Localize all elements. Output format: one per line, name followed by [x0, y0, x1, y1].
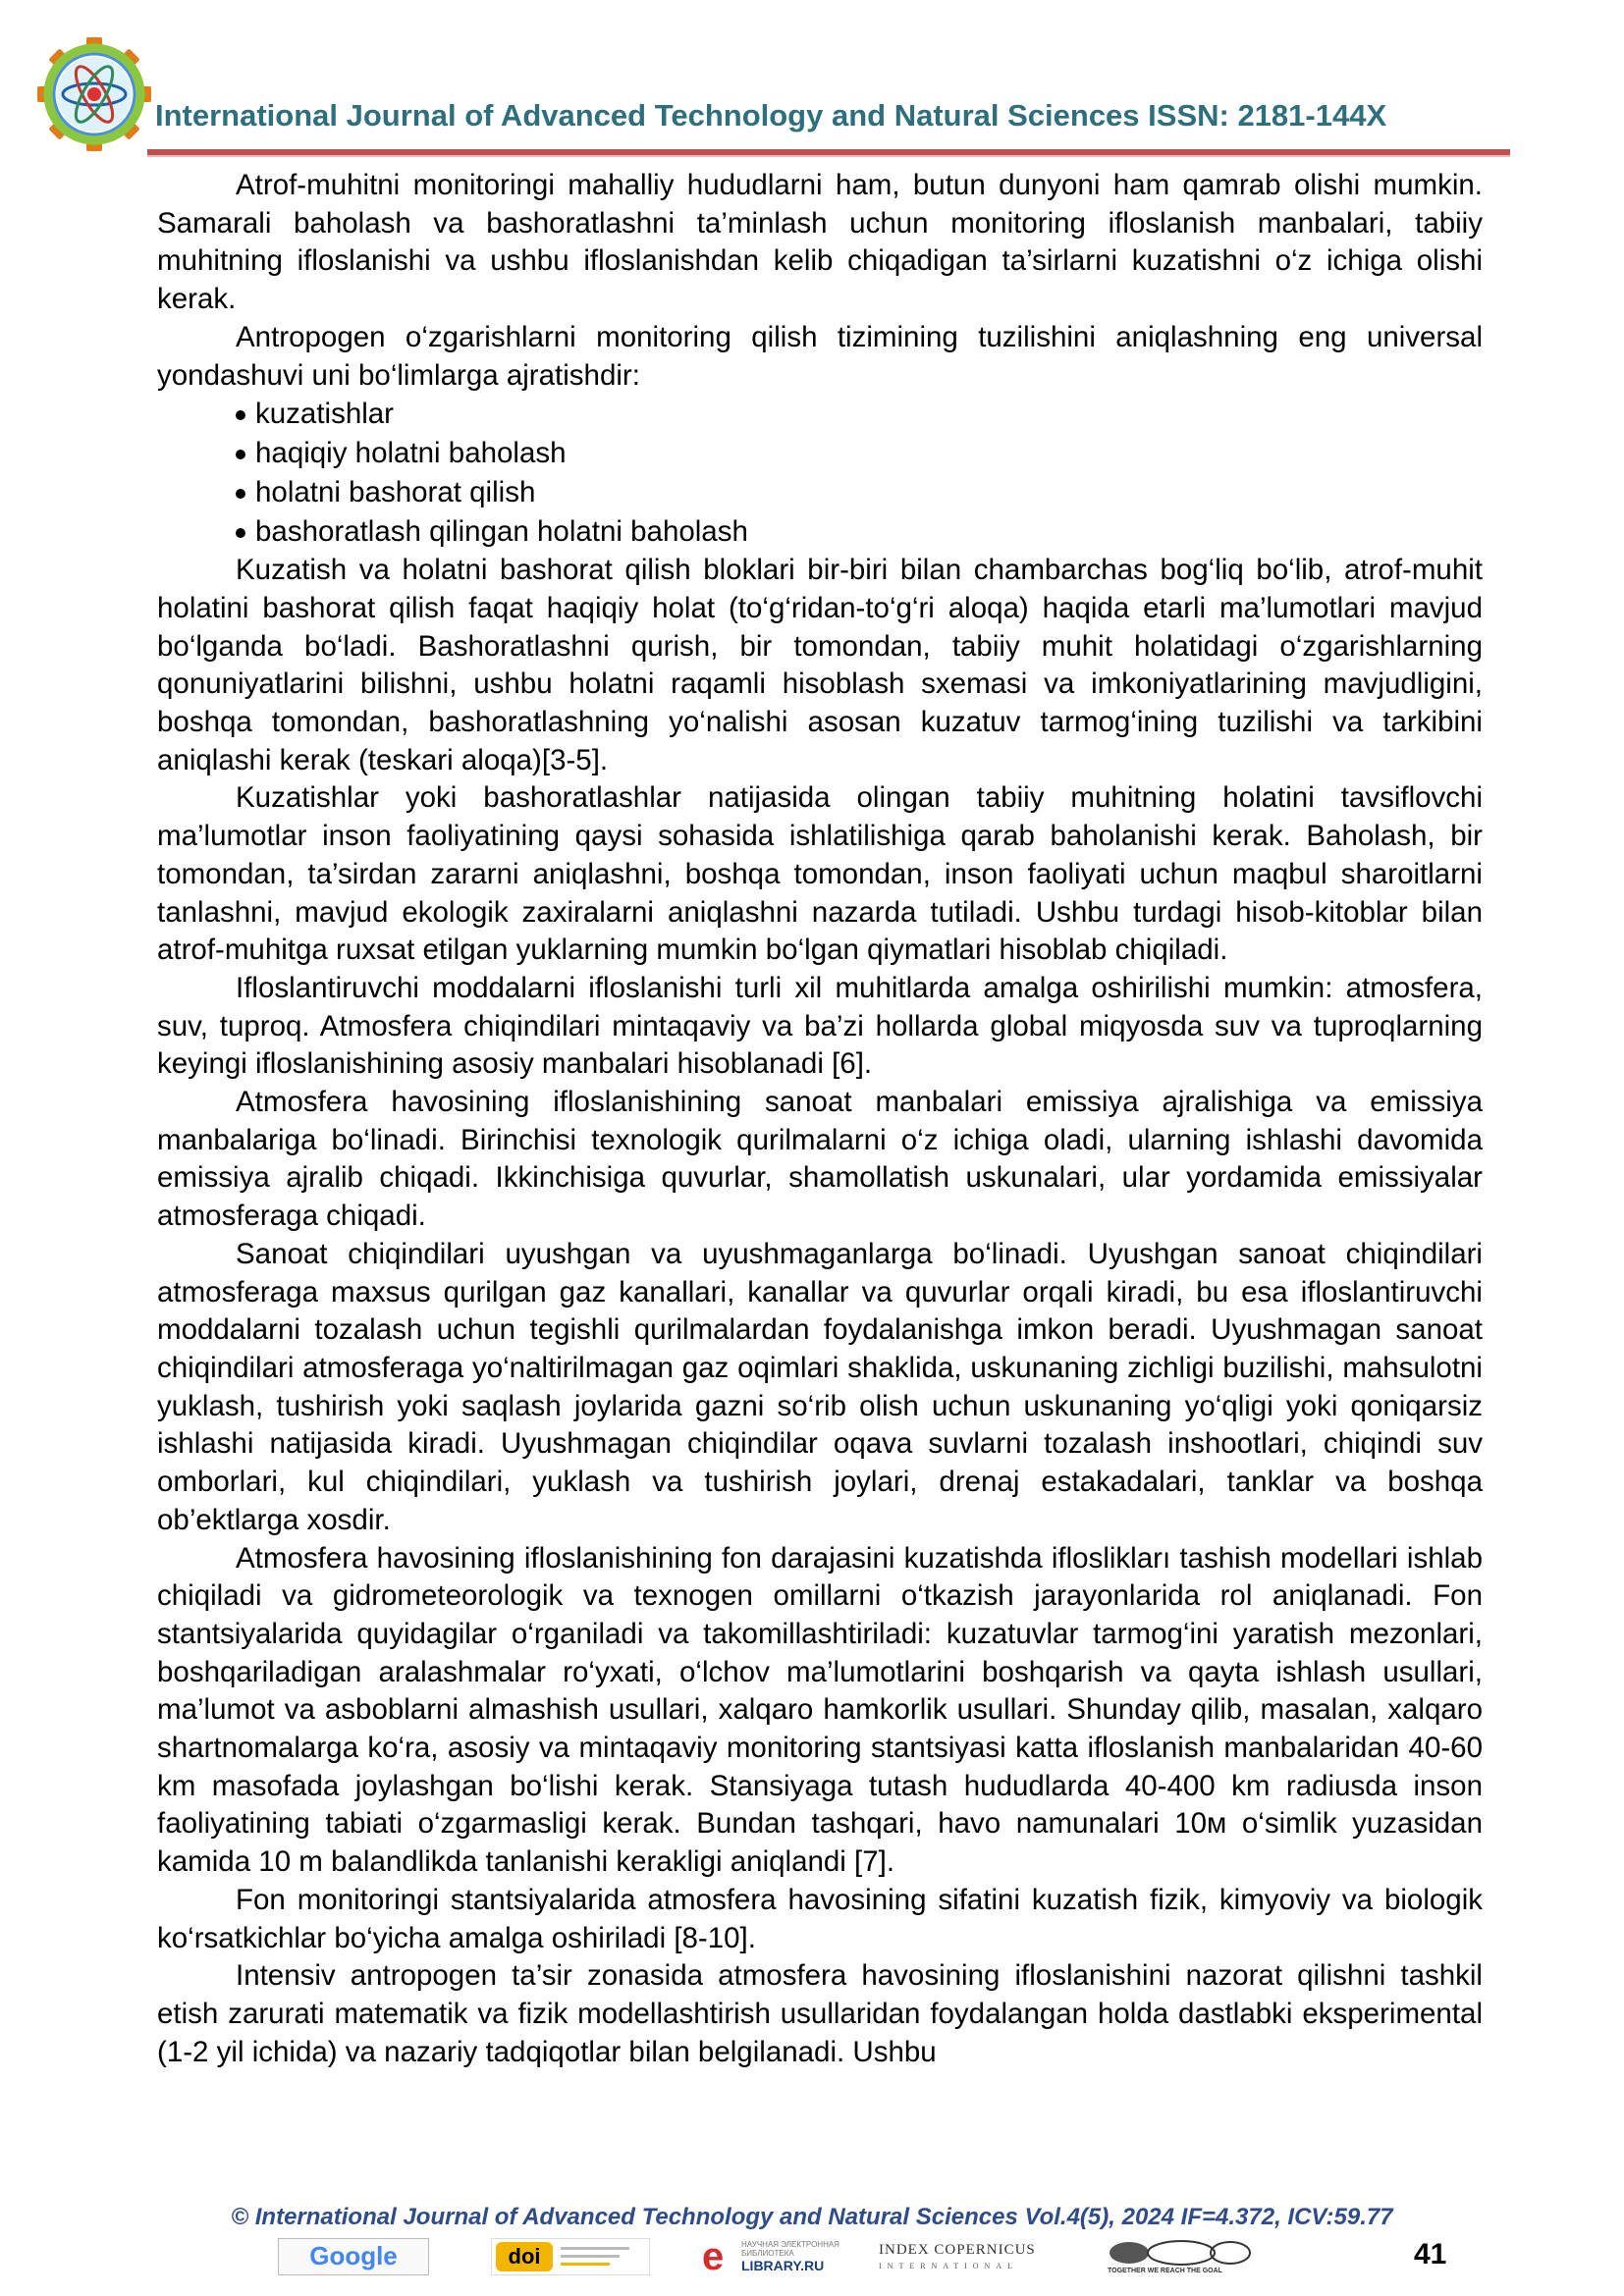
list-item: haqiqiy holatni baholash	[236, 434, 1483, 473]
paragraph: Atmosfera havosining ifloslanishining fon darajasini kuzatishda ifloslikları tashish modellari ishlab chiqiladi va gidrometeorologik va texnogen omillarni o‘tkazish jarayonlarida rol aniqlanadi. Fon stantsiyalarida quyidagilar o‘rganiladi va takomillashtiriladi: kuzatuvlar tarmog‘ini yaratish mezonlari, boshqariladigan aralashmalar ro‘yxati, o‘lchov ma’lumotlarini boshqarish va qayta ishlash usullari, ma’lumot va asboblarni almashish usullari, xalqaro hamkorlik usullari. Shunday qilib, masalan, xalqaro shartnomalarga ko‘ra, asosiy va mintaqaviy monitoring stantsiyasi katta ifloslanish manbalaridan 40-60 km masofada joylashgan bo‘lishi kerak. Stansiyaga tutash hududlarda 40-400 km radiusda inson faoliyatining tabiati o‘zgarmasligi kerak. Bundan tashqari, havo namunalari 10м o‘simlik yuzasidan kamida 10 m balandlikda tanlanishi kerakligi aniqlandi [7].	[157, 1541, 1483, 1879]
paragraph: Kuzatishlar yoki bashoratlashlar natijasida olingan tabiiy muhitning holatini tavsiflovchi ma’lumotlar inson faoliyatining qaysi sohasida ishlatilishiga qarab baholanishi kerak. Baholash, bir tomondan, ta’sirdan zararni aniqlashni, boshqa tomondan, inson faoliyati uchun maqbul sharoitlarni tanlashni, mavjud ekologik zaxiralarni aniqlashni nazarda tutiladi. Ushbu turdagi hisob-kitoblar bilan atrof-muhitga ruxsat etilgan yuklarning mumkin bo‘lgan qiymatlari hisoblab chiqiladi.	[157, 781, 1483, 967]
index-copernicus-international: INTERNATIONAL	[879, 2262, 1018, 2270]
index-copernicus-logo	[879, 2238, 1085, 2277]
elibrary-tagline: НАУЧНАЯ ЭЛЕКТРОННАЯ БИБЛИОТЕКА	[741, 2240, 839, 2258]
paragraph: Kuzatish va holatni bashorat qilish bloklari bir-biri bilan chambarchas bog‘liq bo‘lib, atrof-muhit holatini bashorat qilish faqat haqiqiy holat (to‘g‘ridan-to‘g‘ri aloqa) haqida etarli ma’lumotlari mavjud bo‘lganda bo‘ladi. Bashoratlashni qurish, bir tomondan, tabiiy muhit holatidagi o‘zgarishlarning qonuniyatlarini bilishni, ushbu holatni raqamli hisoblash sxemasi va imkoniyatlarining mavjudligini, boshqa tomondan, bashoratlashning yo‘nalishi asosan kuzatuv tarmog‘ining tuzilishi va tarkibini aniqlashi kerak (teskari aloqa)[3-5].	[157, 554, 1483, 776]
doi-badge: doi	[496, 2242, 553, 2271]
list-item: bashoratlash qilingan holatni baholash	[236, 512, 1483, 552]
google-scholar-logo	[278, 2238, 429, 2275]
doi-logo	[491, 2238, 650, 2275]
paragraph: Atmosfera havosining ifloslanishining sanoat manbalari emissiya ajralishiga va emissiya manbalariga bo‘linadi. Birinchisi texnologik qurilmalarni o‘z ichiga oladi, ularning ishlashi davomida emissiya ajralib chiqadi. Ikkinchisiga quvurlar, shamollatish uskunalari, ular yordamida emissiyalar atmosferaga chiqadi.	[157, 1086, 1483, 1233]
bullet-list	[157, 395, 1483, 552]
paragraph: Ifloslantiruvchi moddalarni ifloslanishi turli xil muhitlarda amalga oshirilishi mumkin: atmosfera, suv, tuproq. Atmosfera chiqindilari mintaqaviy va ba’zi hollarda global miqyosda suv va tuproqlarning keyingi ifloslanishining asosiy manbalari hisoblanadi [6].	[157, 971, 1483, 1081]
elibrary-logo	[702, 2235, 859, 2278]
paragraph: Atrof-muhitni monitoringi mahalliy hududlarni ham, butun dunyoni ham qamrab olishi mumkin. Samarali baholash va bashoratlashni ta’minlash uchun monitoring ifloslanish manbalari, tabiiy muhitning ifloslanishi va ushbu ifloslanishdan kelib chiqadigan ta’sirlarni kuzatishni o‘z ichiga olishi kerak.	[157, 169, 1483, 316]
page-number: 41	[1414, 2238, 1447, 2270]
list-item: kuzatishlar	[236, 395, 1483, 434]
google-logo-text: Google	[309, 2241, 398, 2270]
index-copernicus-name: INDEX COPERNICUS	[879, 2242, 1036, 2258]
paragraph: Sanoat chiqindilari uyushgan va uyushmaganlarga bo‘linadi. Uyushgan sanoat chiqindilari atmosferaga maxsus qurilgan gaz kanallari, kanallar va quvurlar orqali kiradi, bu esa ifloslantiruvchi moddalarni tozalash uchun tegishli qurilmalardan foydalanishga imkon beradi. Uyushmagan sanoat chiqindilari atmosferaga yo‘naltirilmagan gaz oqimlari shaklida, uskunaning zichligi buzilishi, mahsulotni yuklash, tushirish yoki saqlash joylarida gazni so‘rib olish uchun uskunaning yo‘qligi yoki qoniqarsiz ishlashi natijasida kiradi. Uyushmagan chiqindilar oqava suvlarni tozalash inshootlari, chiqindi suv omborlari, kul chiqindilari, yuklash va tushirish joylari, drenaj estakadalari, tanklar va boshqa ob’ektlarga xosdir.	[157, 1237, 1483, 1536]
article-body	[157, 167, 1483, 2071]
together-slogan: TOGETHER WE REACH THE GOAL	[1108, 2268, 1222, 2274]
elibrary-e-icon: e	[702, 2235, 725, 2278]
footer-citation: © International Journal of Advanced Technology and Natural Sciences Vol.4(5), 2024 IF=4.372, ICV:59.77	[231, 2204, 1393, 2230]
together-ovals-icon	[1108, 2238, 1255, 2268]
paragraph: Antropogen o‘zgarishlarni monitoring qilish tizimining tuzilishini aniqlashning eng universal yondashuvi uni bo‘limlarga ajratishdir:	[157, 320, 1483, 392]
paragraph: Fon monitoringi stantsiyalarida atmosfera havosining sifatini kuzatish fizik, kimyoviy va biologik ko‘rsatkichlar bo‘yicha amalga oshiriladi [8-10].	[157, 1883, 1483, 1954]
together-logo	[1108, 2238, 1255, 2277]
doi-badge-lines	[561, 2245, 639, 2271]
elibrary-name: LIBRARY.RU	[741, 2258, 825, 2273]
list-item: holatni bashorat qilish	[236, 473, 1483, 512]
paragraph: Intensiv antropogen ta’sir zonasida atmosfera havosining ifloslanishini nazorat qilishni tashkil etish zarurati matematik va fizik modellashtirish usullaridan foydalangan holda dastlabki eksperimental (1-2 yil ichida) va nazariy tadqiqotlar bilan belgilanadi. Ushbu	[157, 1959, 1483, 2068]
journal-title: International Journal of Advanced Technology and Natural Sciences ISSN: 2181-144X	[155, 98, 1387, 133]
journal-logo	[37, 37, 151, 151]
header-divider	[147, 149, 1510, 157]
